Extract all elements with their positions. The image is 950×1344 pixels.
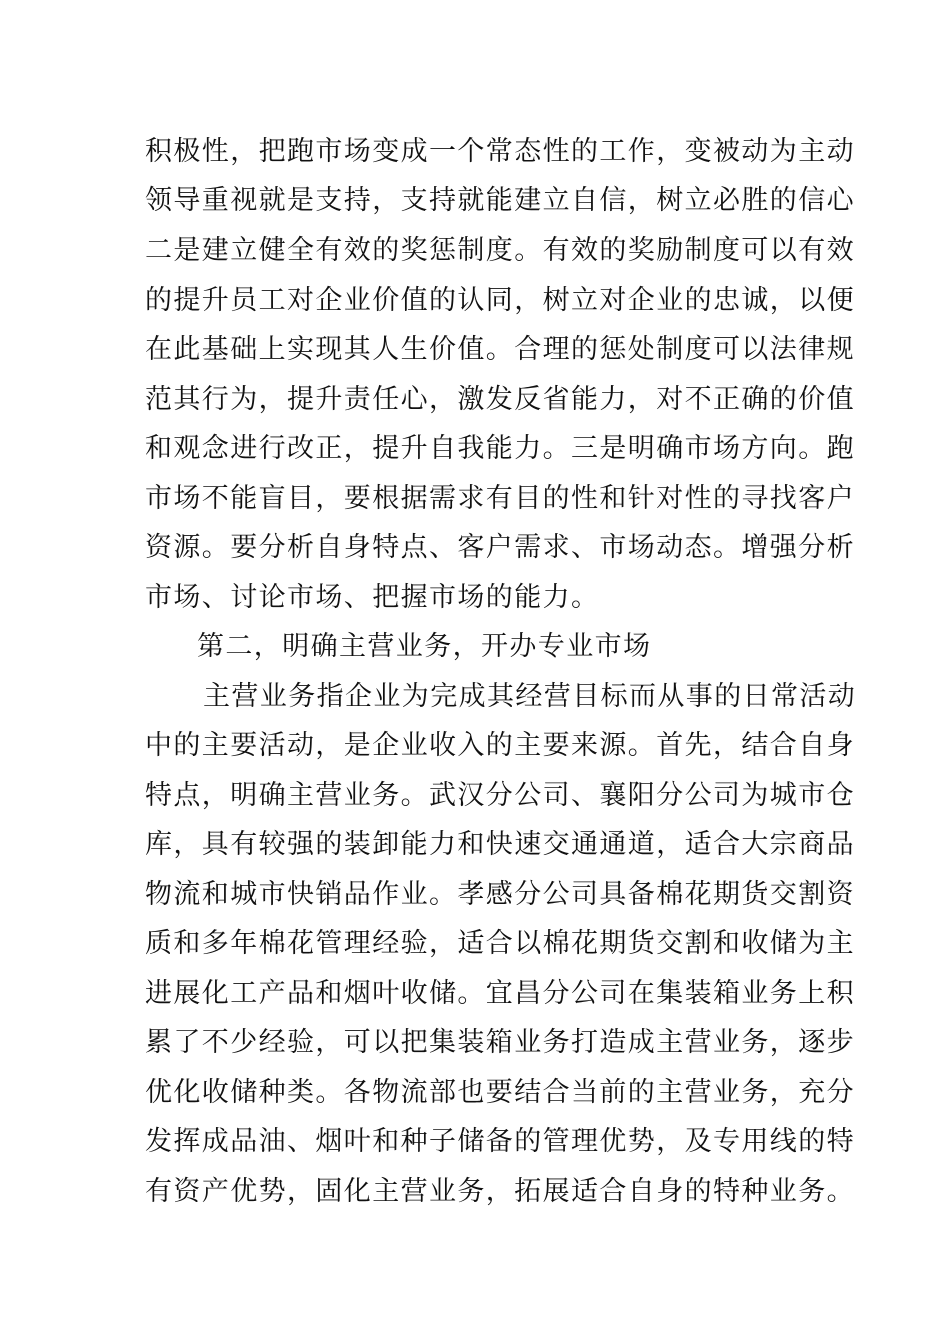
text-line: 范其行为，提升责任心，激发反省能力，对不正确的价值 bbox=[145, 384, 855, 415]
text-line: 二是建立健全有效的奖惩制度。有效的奖励制度可以有效 bbox=[145, 235, 855, 266]
text-line: 有资产优势，固化主营业务，拓展适合自身的特种业务。 bbox=[145, 1176, 855, 1207]
text-line: 在此基础上实现其人生价值。合理的惩处制度可以法律规 bbox=[145, 334, 855, 365]
text-line: 发挥成品油、烟叶和种子储备的管理优势，及专用线的特 bbox=[145, 1126, 855, 1157]
text-line: 优化收储种类。各物流部也要结合当前的主营业务，充分 bbox=[145, 1077, 855, 1108]
text-line: 市场、讨论市场、把握市场的能力。 bbox=[145, 582, 600, 613]
text-line: 市场不能盲目，要根据需求有目的性和针对性的寻找客户 bbox=[145, 483, 855, 514]
text-line: 资源。要分析自身特点、客户需求、市场动态。增强分析 bbox=[145, 532, 855, 563]
text-line: 物流和城市快销品作业。孝感分公司具备棉花期货交割资 bbox=[145, 879, 855, 910]
text-line: 累了不少经验，可以把集装箱业务打造成主营业务，逐步 bbox=[145, 1027, 855, 1058]
text-line: 积极性，把跑市场变成一个常态性的工作，变被动为主动 bbox=[145, 136, 855, 167]
text-line: 和观念进行改正，提升自我能力。三是明确市场方向。跑 bbox=[145, 433, 855, 464]
text-line: 库，具有较强的装卸能力和快速交通通道，适合大宗商品 bbox=[145, 829, 855, 860]
text-line: 中的主要活动，是企业收入的主要来源。首先，结合自身 bbox=[145, 730, 855, 761]
text-line: 进展化工产品和烟叶收储。宜昌分公司在集装箱业务上积 bbox=[145, 978, 855, 1009]
text-line: 特点，明确主营业务。武汉分公司、襄阳分公司为城市仓 bbox=[145, 780, 855, 811]
paragraph-first-line: 主营业务指企业为完成其经营目标而从事的日常活动 bbox=[203, 681, 857, 712]
section-heading: 第二，明确主营业务，开办专业市场 bbox=[197, 631, 652, 662]
text-line: 质和多年棉花管理经验，适合以棉花期货交割和收储为主 bbox=[145, 928, 855, 959]
text-line: 的提升员工对企业价值的认同，树立对企业的忠诚，以便 bbox=[145, 285, 855, 316]
text-line: 领导重视就是支持，支持就能建立自信，树立必胜的信心 bbox=[145, 185, 855, 216]
